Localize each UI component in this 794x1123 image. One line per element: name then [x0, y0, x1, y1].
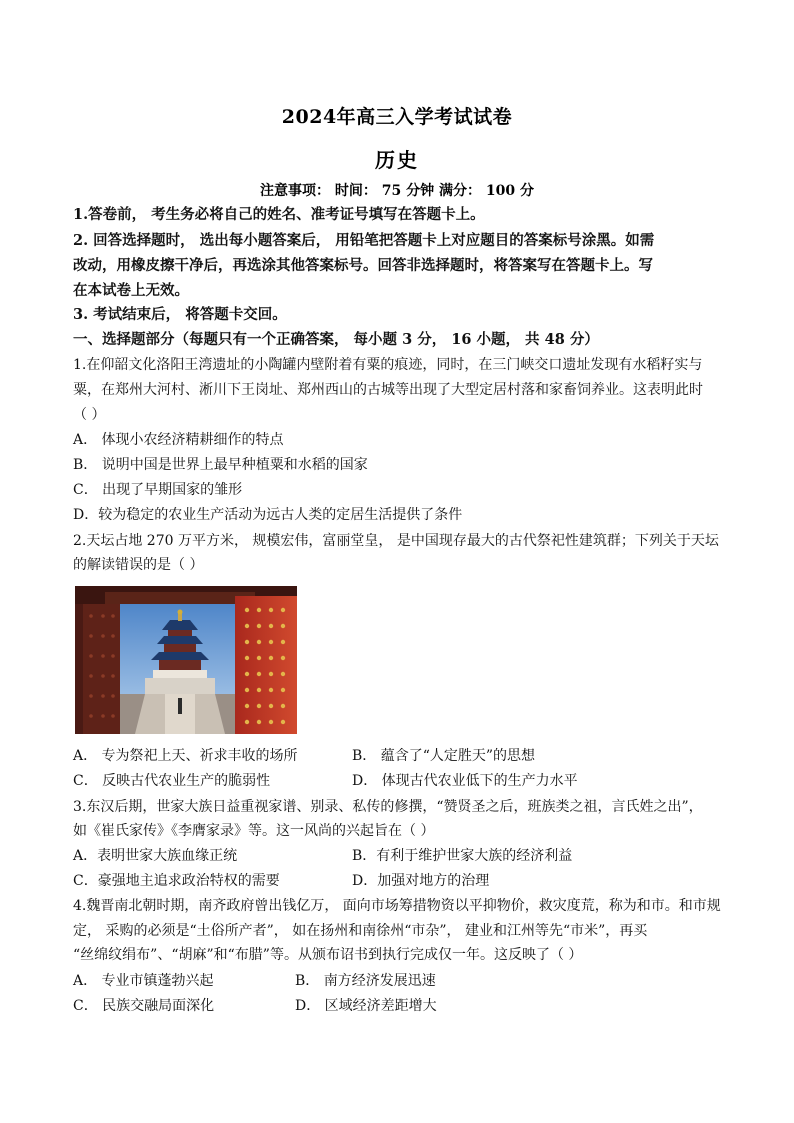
question-1-stem: 粟，在郑州大河村、淅川下王岗址、郑州西山的古城等出现了大型定居村落和家畜饲养业。这表明此时	[73, 382, 703, 398]
instruction-line: 改动，用橡皮擦干净后，再选涂其他答案标号。回答非选择题时，将答案写在答题卡上。写	[73, 257, 653, 274]
exam-title: 2024年高三入学考试试卷	[281, 106, 513, 128]
question-1-option-c: C． 出现了早期国家的雏形	[73, 482, 243, 498]
question-1-stem: （ ）	[73, 407, 106, 423]
section-heading: 一、选择题部分（每题只有一个正确答案， 每小题 3 分， 16 小题， 共 48 分）	[73, 331, 599, 348]
question-2-option-c: C． 反映古代农业生产的脆弱性	[73, 773, 271, 789]
question-4-option-c: C． 民族交融局面深化	[73, 998, 215, 1014]
question-1-option-b: B． 说明中国是世界上最早种植粟和水稻的国家	[73, 457, 368, 473]
temple-of-heaven-photo	[75, 586, 297, 734]
question-1-stem: 1.在仰韶文化洛阳王湾遗址的小陶罐内壁附着有粟的痕迹，同时，在三门峡交口遗址发现有水稻籽实与	[73, 357, 703, 373]
question-3-stem: 3.东汉后期，世家大族日益重视家谱、别录、私传的修撰，“赞贤圣之后，班族类之祖，言氏姓之出”，	[73, 799, 703, 815]
exam-notice: 注意事项： 时间： 75 分钟 满分： 100 分	[260, 183, 534, 199]
question-2-stem: 的解读错误的是（ ）	[73, 557, 204, 573]
question-2-option-a: A． 专为祭祀上天、祈求丰收的场所	[73, 748, 298, 764]
question-2-stem: 2.天坛占地 270 万平方米， 规模宏伟，富丽堂皇， 是中国现存最大的古代祭祀性建筑群；下列关于天坛	[73, 533, 719, 549]
question-2-option-d: D． 体现古代农业低下的生产力水平	[352, 773, 578, 789]
question-3-option-a: A．表明世家大族血缘正统	[73, 848, 238, 864]
subject-title: 历史	[375, 148, 419, 172]
instruction-line: 3. 考试结束后， 将答题卡交回。	[73, 306, 287, 323]
instruction-line: 在本试卷上无效。	[73, 282, 189, 299]
instruction-line: 1.答卷前， 考生务必将自己的姓名、准考证号填写在答题卡上。	[73, 206, 485, 223]
question-4-option-b: B． 南方经济发展迅速	[295, 973, 436, 989]
question-1-option-a: A． 体现小农经济精耕细作的特点	[73, 432, 284, 448]
question-3-stem: 如《崔氏家传》《李膺家录》等。这一风尚的兴起旨在（ ）	[73, 823, 435, 839]
question-4-stem: 4.魏晋南北朝时期，南齐政府曾出钱亿万， 面向市场筹措物资以平抑物价，救灾度荒，称为和市。和市规	[73, 898, 721, 914]
question-3-option-b: B．有利于维护世家大族的经济利益	[352, 848, 573, 864]
question-4-option-d: D． 区域经济差距增大	[295, 998, 437, 1014]
question-3-option-c: C．豪强地主追求政治特权的需要	[73, 873, 280, 889]
question-2-option-b: B． 蕴含了“人定胜天”的思想	[352, 748, 536, 764]
instruction-line: 2. 回答选择题时， 选出每小题答案后， 用铅笔把答题卡上对应题目的答案标号涂黑。如需	[73, 232, 655, 249]
question-4-option-a: A． 专业市镇蓬勃兴起	[73, 973, 214, 989]
question-4-stem: 定， 采购的必须是“土俗所产者”， 如在扬州和南徐州“市杂”， 建业和江州等先“市米”，再买	[73, 923, 648, 939]
question-3-option-d: D．加强对地方的治理	[352, 873, 490, 889]
question-1-option-d: D．较为稳定的农业生产活动为远古人类的定居生活提供了条件	[73, 507, 463, 523]
question-4-stem: “丝绵纹绢布”、“胡麻”和“布腊”等。从颁布诏书到执行完成仅一年。这反映了（ ）	[73, 947, 583, 963]
